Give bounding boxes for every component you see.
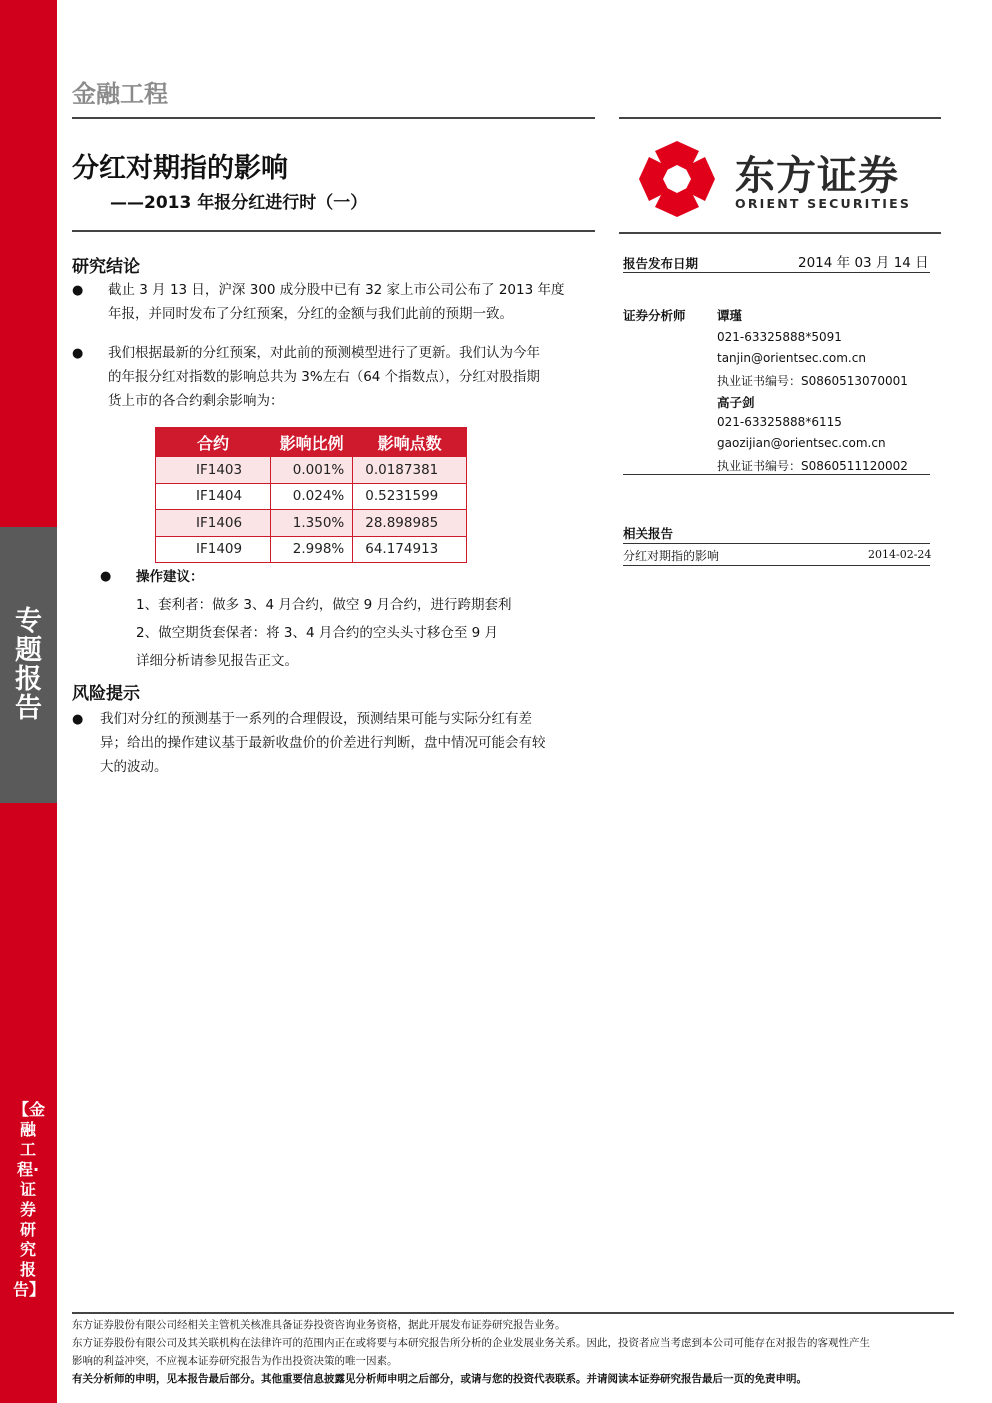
sidebar-report-type-label: 专题报告 bbox=[15, 606, 42, 724]
risk-paragraph: 我们对分红的预测基于一系列的合理假设，预测结果可能与实际分红有差 异；给出的操作建议基于最新收盘价的价差进行判断，盘中情况可能会有较 大的波动。 bbox=[100, 711, 546, 775]
related-report-date: 2014-02-24 bbox=[868, 548, 932, 561]
date-label: 报告发布日期 bbox=[623, 256, 699, 271]
side-rule-top bbox=[619, 232, 941, 234]
logo-name-en: ORIENT SECURITIES bbox=[735, 196, 912, 211]
conclusion-bullet-2: 我们根据最新的分红预案，对此前的预测模型进行了更新。我们认为今年 的年报分红对指数的影响总共为 3%左右（64 个指数点），分红对股指期 货上市的各合约剩余影响为： bbox=[108, 345, 540, 409]
analyst-1-email[interactable]: tanjin@orientsec.com.cn bbox=[717, 351, 866, 365]
sidebar-report-type-block bbox=[0, 527, 57, 803]
related-report-title[interactable]: 分红对期指的影响 bbox=[623, 549, 720, 563]
table-header-contract: 合约 bbox=[156, 428, 271, 457]
conclusion-heading: 研究结论 bbox=[72, 257, 140, 277]
risk-heading: 风险提示 bbox=[72, 684, 140, 704]
impact-table bbox=[155, 427, 467, 563]
advice-line-3: 详细分析请参见报告正文。 bbox=[136, 653, 298, 669]
related-rule-top bbox=[623, 543, 930, 544]
bullet-icon: ● bbox=[72, 712, 84, 727]
table-header-ratio: 影响比例 bbox=[271, 428, 353, 457]
conclusion-bullet-1: 截止 3 月 13 日，沪深 300 成分股中已有 32 家上市公司公布了 2013 年度 年报，并同时发布了分红预案，分红的金额与我们此前的预期一致。 bbox=[108, 282, 565, 322]
analyst-label: 证券分析师 bbox=[623, 308, 686, 323]
sidebar-series-label: 【金融工程·证券研究报告】 bbox=[13, 1100, 46, 1299]
date-rule bbox=[623, 272, 930, 273]
analyst-2-cert: 执业证书编号：S0860511120002 bbox=[717, 459, 908, 473]
logo-name-cn: 东方证券 bbox=[735, 153, 899, 199]
table-header-points: 影响点数 bbox=[353, 428, 467, 457]
bullet-icon: ● bbox=[100, 569, 112, 584]
table-row: IF1409 2.998% 64.174913 bbox=[156, 536, 467, 563]
table-row: IF1404 0.024% 0.5231599 bbox=[156, 483, 467, 510]
analyst-1-cert: 执业证书编号：S0860513070001 bbox=[717, 374, 908, 388]
report-category: 金融工程 bbox=[72, 80, 168, 108]
analyst-1-name: 谭瑾 bbox=[717, 308, 743, 323]
report-title: 分红对期指的影响 bbox=[72, 153, 288, 184]
bullet-icon: ● bbox=[72, 283, 84, 298]
logo-mark-icon bbox=[637, 141, 717, 217]
header-rule-left bbox=[72, 117, 595, 119]
table-row: IF1406 1.350% 28.898985 bbox=[156, 510, 467, 537]
analyst-1-phone: 021-63325888*5091 bbox=[717, 330, 842, 344]
table-row: IF1403 0.001% 0.0187381 bbox=[156, 457, 467, 484]
table-header-row bbox=[156, 428, 467, 457]
analyst-2-email[interactable]: gaozijian@orientsec.com.cn bbox=[717, 436, 886, 450]
company-logo bbox=[637, 141, 937, 213]
footer-rule bbox=[72, 1312, 954, 1314]
analyst-2-name: 高子剑 bbox=[717, 395, 755, 410]
bullet-icon: ● bbox=[72, 346, 84, 361]
advice-line-1: 1、套利者：做多 3、4 月合约，做空 9 月合约，进行跨期套利 bbox=[136, 597, 512, 613]
related-rule-bottom bbox=[623, 565, 930, 566]
analyst-2-phone: 021-63325888*6115 bbox=[717, 415, 842, 429]
header-rule-right bbox=[619, 117, 941, 119]
report-subtitle: ——2013 年报分红进行时（一） bbox=[110, 193, 368, 213]
footer-disclaimer: 东方证券股份有限公司经相关主管机关核准具备证券投资咨询业务资格，据此开展发布证券研究报告业务。 东方证券股份有限公司及其关联机构在法律许可的范围内正在或将要与本研究报告所分析的企业发展业务关系。因此，投资者应当考虑到本公司可能存在对报告的客观性产生 影响的利益冲突，不应视本证券研究报告为作出投资决策的唯一因素。 有关分析师的申明，见本报告最后部分。其他重要信息披露见分析师申明之后部分，或请与您的投资代表联系。并请阅读本证券研究报告最后一页的免责申明。 bbox=[72, 1319, 870, 1385]
advice-line-2: 2、做空期货套保者：将 3、4 月合约的空头头寸移仓至 9 月 bbox=[136, 625, 499, 641]
title-rule bbox=[72, 230, 595, 232]
advice-label: 操作建议： bbox=[136, 569, 204, 585]
related-label: 相关报告 bbox=[623, 526, 674, 541]
report-date: 2014 年 03 月 14 日 bbox=[798, 255, 929, 271]
analyst-rule bbox=[623, 474, 930, 475]
